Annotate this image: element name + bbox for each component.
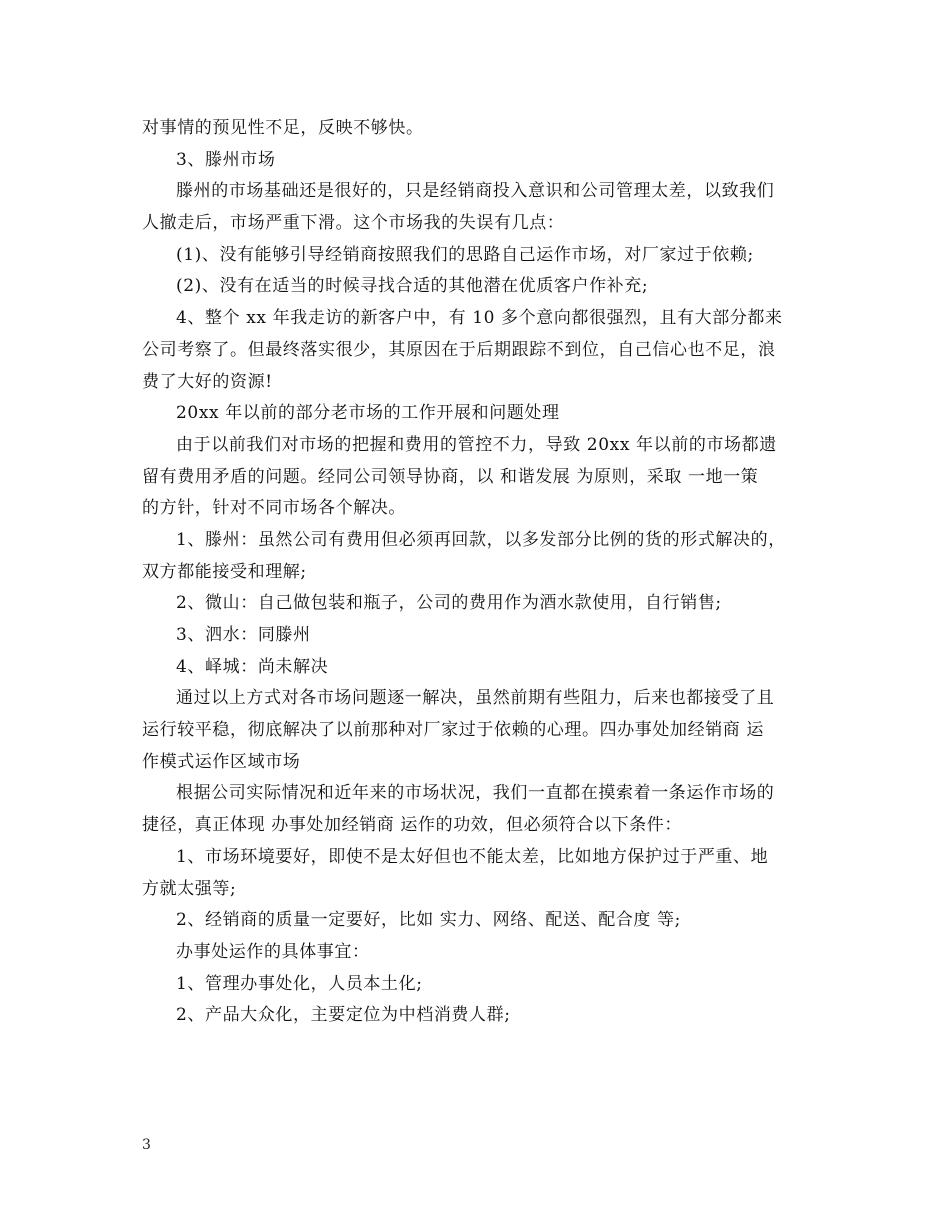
text-line: 4、整个 xx 年我走访的新客户中，有 10 多个意向都很强烈，且有大部分都来 xyxy=(176,308,783,329)
text-line: 根据公司实际情况和近年来的市场状况，我们一直都在摸索着一条运作市场的 xyxy=(176,783,775,804)
text-line: 作模式运作区域市场 xyxy=(142,751,301,772)
text-line: 捷径，真正体现 办事处加经销商 运作的功效，但必须符合以下条件： xyxy=(142,815,683,836)
text-line: 运行较平稳，彻底解决了以前那种对厂家过于依赖的心理。四办事处加经销商 运 xyxy=(142,720,765,741)
text-line: 费了大好的资源! xyxy=(142,371,273,392)
text-line: 通过以上方式对各市场问题逐一解决，虽然前期有些阻力，后来也都接受了且 xyxy=(176,688,775,709)
text-line: 公司考察了。但最终落实很少，其原因在于后期跟踪不到位，自己信心也不足，浪 xyxy=(142,339,776,360)
text-line: 20xx 年以前的部分老市场的工作开展和问题处理 xyxy=(176,403,560,424)
text-line: 1、管理办事处化，人员本土化; xyxy=(176,973,423,994)
text-line: 人撤走后，市场严重下滑。这个市场我的失误有几点： xyxy=(142,213,565,234)
text-line: (2)、没有在适当的时候寻找合适的其他潜在优质客户作补充; xyxy=(176,276,649,297)
text-line: 2、经销商的质量一定要好，比如 实力、网络、配送、配合度 等; xyxy=(176,910,681,931)
text-line: 对事情的预见性不足，反映不够快。 xyxy=(142,118,424,138)
text-line: 4、峄城：尚未解决 xyxy=(176,656,329,677)
text-line: 1、市场环境要好，即使不是太好但也不能太差，比如地方保护过于严重、地 xyxy=(176,846,769,867)
text-line: 3、泗水：同滕州 xyxy=(176,625,311,645)
text-line: 滕州的市场基础还是很好的，只是经销商投入意识和公司管理太差，以致我们 xyxy=(176,181,775,202)
text-line: 2、微山：自己做包装和瓶子，公司的费用作为酒水款使用，自行销售; xyxy=(176,593,722,614)
text-line: 留有费用矛盾的问题。经同公司领导协商，以 和谐发展 为原则，采取 一地一策 xyxy=(142,466,759,487)
text-line: 办事处运作的具体事宜： xyxy=(176,941,370,962)
page-number: 3 xyxy=(142,1137,151,1153)
text-line: 方就太强等; xyxy=(142,878,237,899)
document-body xyxy=(142,113,830,1032)
text-line: 2、产品大众化，主要定位为中档消费人群; xyxy=(176,1005,511,1026)
text-line: 双方都能接受和理解; xyxy=(142,561,307,582)
text-line: (1)、没有能够引导经销商按照我们的思路自己运作市场，对厂家过于依赖; xyxy=(176,244,754,265)
text-line: 由于以前我们对市场的把握和费用的管控不力，导致 20xx 年以前的市场都遗 xyxy=(176,434,777,455)
text-line: 1、滕州：虽然公司有费用但必须再回款，以多发部分比例的货的形式解决的， xyxy=(176,529,786,550)
text-line: 的方针，针对不同市场各个解决。 xyxy=(142,498,406,519)
text-line: 3、滕州市场 xyxy=(176,149,276,170)
